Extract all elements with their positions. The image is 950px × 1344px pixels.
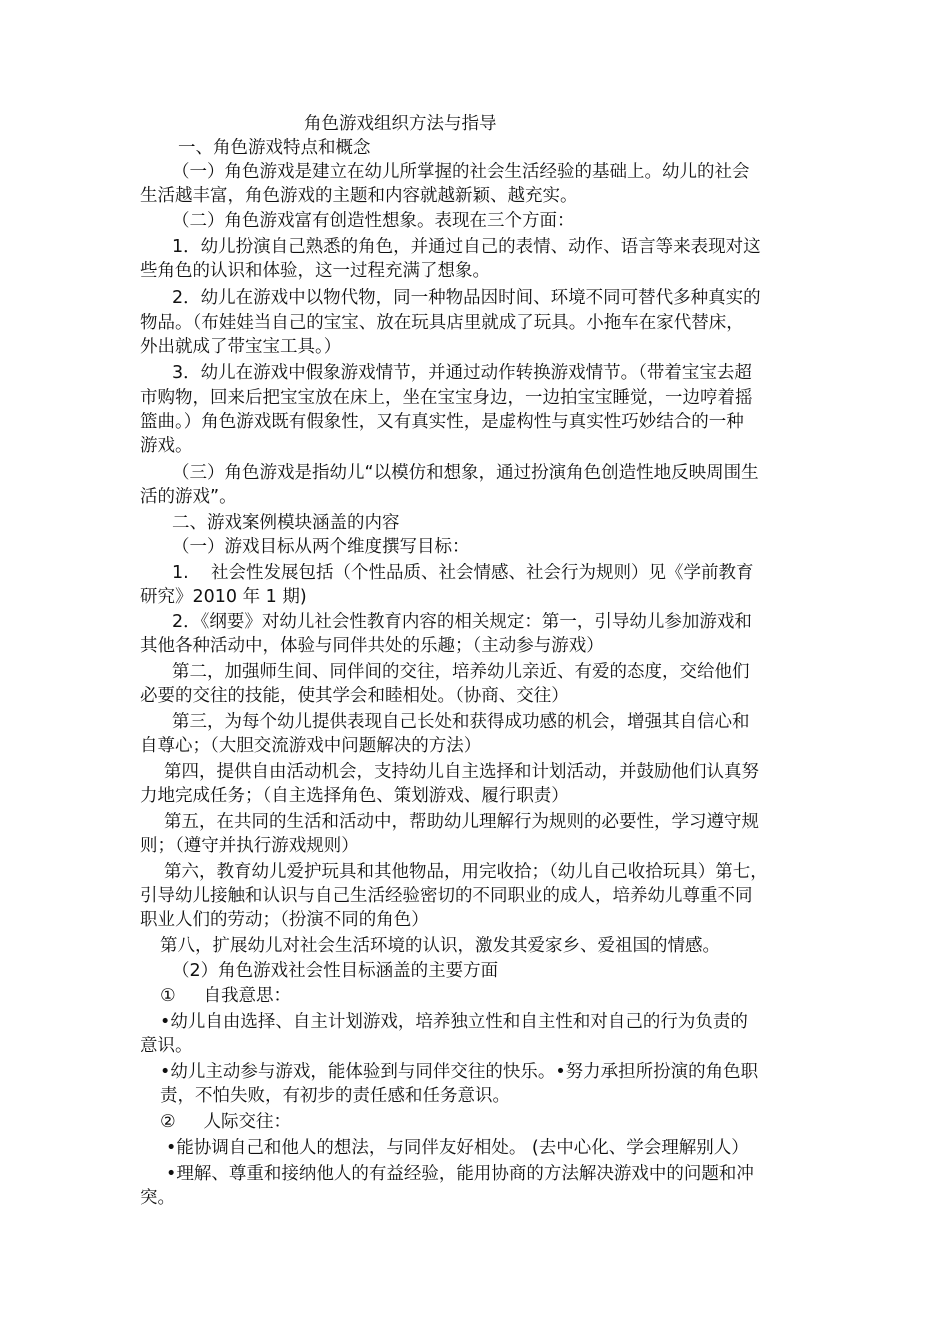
paragraph-line: 物品。（布娃娃当自己的宝宝、放在玩具店里就成了玩具。小拖车在家代替床， — [140, 313, 744, 333]
paragraph-line: （二）角色游戏富有创造性想象。表现在三个方面： — [172, 211, 575, 231]
paragraph-line: 意识。 — [140, 1036, 193, 1056]
paragraph-line: 职业人们的劳动；（扮演不同的角色） — [140, 910, 429, 930]
paragraph-line: 责，不怕失败，有初步的责任感和任务意识。 — [160, 1086, 510, 1106]
paragraph-line: 突。 — [140, 1188, 175, 1208]
page-title: 角色游戏组织方法与指导 — [304, 114, 497, 134]
paragraph-line: 2．幼儿在游戏中以物代物，同一种物品因时间、环境不同可替代多种真实的 — [172, 288, 761, 308]
paragraph-line: 3．幼儿在游戏中假象游戏情节，并通过动作转换游戏情节。（带着宝宝去超 — [172, 363, 752, 383]
paragraph-line: 第四，提供自由活动机会，支持幼儿自主选择和计划活动，并鼓励他们认真努 — [164, 762, 759, 782]
paragraph-line: 第五，在共同的生活和活动中，帮助幼儿理解行为规则的必要性，学习遵守规 — [164, 812, 759, 832]
paragraph-line: （三）角色游戏是指幼儿“以模仿和想象，通过扮演角色创造性地反映周围生 — [172, 463, 759, 483]
list-marker-line: ② 人际交往： — [160, 1112, 292, 1132]
paragraph-line: 第六，教育幼儿爱护玩具和其他物品，用完收拾；（幼儿自己收拾玩具）第七， — [164, 862, 768, 882]
bullet-line: •幼儿自由选择、自主计划游戏，培养独立性和自主性和对自己的行为负责的 — [160, 1012, 748, 1032]
paragraph-line: 自尊心；（大胆交流游戏中问题解决的方法） — [140, 736, 482, 756]
paragraph-line: （一）角色游戏是建立在幼儿所掌握的社会生活经验的基础上。幼儿的社会 — [172, 162, 750, 182]
paragraph-line: 生活越丰富，角色游戏的主题和内容就越新颖、越充实。 — [140, 186, 578, 206]
paragraph-line: （一）游戏目标从两个维度撰写目标： — [172, 537, 470, 557]
paragraph-line: 游戏。 — [140, 436, 193, 456]
paragraph-line: 外出就成了带宝宝工具。） — [140, 337, 342, 357]
paragraph-line: （2）角色游戏社会性目标涵盖的主要方面 — [172, 961, 499, 981]
paragraph-line: 研究》2010 年 1 期) — [140, 587, 307, 607]
bullet-line: •幼儿主动参与游戏，能体验到与同伴交往的快乐。•努力承担所扮演的角色职 — [160, 1062, 759, 1082]
section-heading: 一、角色游戏特点和概念 — [178, 138, 371, 158]
paragraph-line: 力地完成任务；（自主选择角色、策划游戏、履行职责） — [140, 786, 569, 806]
paragraph-line: 第八，扩展幼儿对社会生活环境的认识，激发其爱家乡、爱祖国的情感。 — [160, 936, 720, 956]
list-marker-line: ① 自我意思： — [160, 986, 292, 1006]
bullet-line: •理解、尊重和接纳他人的有益经验，能用协商的方法解决游戏中的问题和冲 — [166, 1164, 754, 1184]
paragraph-line: 引导幼儿接触和认识与自己生活经验密切的不同职业的成人，培养幼儿尊重不同 — [140, 886, 753, 906]
paragraph-line: 活的游戏”。 — [140, 487, 237, 507]
paragraph-line: 其他各种活动中，体验与同伴共处的乐趣；（主动参与游戏） — [140, 636, 604, 656]
paragraph-line: 市购物，回来后把宝宝放在床上，坐在宝宝身边，一边拍宝宝睡觉，一边哼着摇 — [140, 388, 753, 408]
section-heading: 二、游戏案例模块涵盖的内容 — [172, 513, 400, 533]
paragraph-line: 2．《纲要》对幼儿社会性教育内容的相关规定：第一，引导幼儿参加游戏和 — [172, 612, 752, 632]
paragraph-line: 第二，加强师生间、同伴间的交往，培养幼儿亲近、有爱的态度，交给他们 — [172, 662, 750, 682]
paragraph-line: 1. 社会性发展包括（个性品质、社会情感、社会行为规则）见《学前教育 — [172, 563, 754, 583]
bullet-line: •能协调自己和他人的想法，与同伴友好相处。 (去中心化、学会理解别人） — [166, 1138, 749, 1158]
paragraph-line: 篮曲。）角色游戏既有假象性，又有真实性，是虚构性与真实性巧妙结合的一种 — [140, 412, 744, 432]
paragraph-line: 必要的交往的技能，使其学会和睦相处。（协商、交往） — [140, 686, 569, 706]
paragraph-line: 些角色的认识和体验，这一过程充满了想象。 — [140, 261, 490, 281]
paragraph-line: 第三，为每个幼儿提供表现自己长处和获得成功感的机会，增强其自信心和 — [172, 712, 750, 732]
paragraph-line: 则；（遵守并执行游戏规则） — [140, 836, 359, 856]
paragraph-line: 1．幼儿扮演自己熟悉的角色，并通过自己的表情、动作、语言等来表现对这 — [172, 237, 761, 257]
